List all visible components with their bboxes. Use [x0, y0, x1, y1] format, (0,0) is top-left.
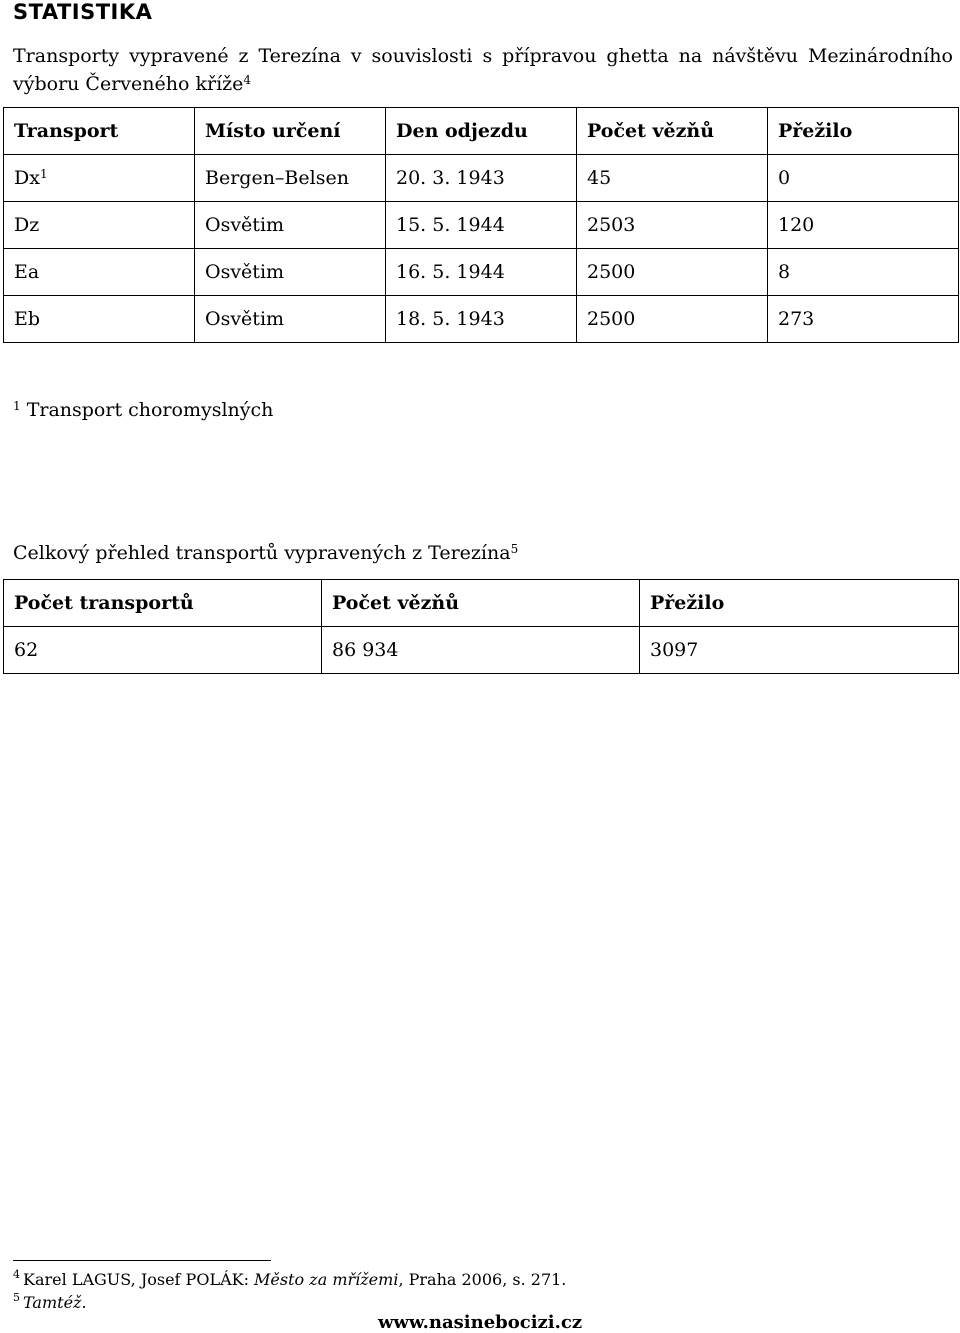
- footnote-number: 5: [13, 1291, 20, 1304]
- column-header-destination: Místo určení: [195, 108, 386, 155]
- destination-cell: Osvětim: [195, 296, 386, 343]
- table-note-text: Transport choromyslných: [26, 399, 274, 421]
- footnote-5: [13, 1293, 87, 1313]
- table-row: [4, 202, 959, 249]
- summary-caption-text: Celkový přehled transportů vypravených z Terezína: [13, 542, 511, 564]
- table-row: [4, 627, 959, 674]
- intro-paragraph: [13, 42, 953, 98]
- table-note-ref: 1: [13, 399, 21, 413]
- intro-text: Transporty vypravené z Terezína v souvislosti s přípravou ghetta na návštěvu Mezinárodního výboru Červeného kříže: [13, 45, 953, 95]
- transport-cell: Eb: [4, 296, 195, 343]
- table-header-row: [4, 580, 959, 627]
- column-header-transport: Transport: [4, 108, 195, 155]
- prisoners-cell: 86 934: [322, 627, 640, 674]
- table-row: [4, 249, 959, 296]
- summary-table: [3, 579, 959, 674]
- footnote-ref[interactable]: 5: [510, 542, 519, 556]
- table-row: [4, 296, 959, 343]
- destination-cell: Bergen–Belsen: [195, 155, 386, 202]
- survived-cell: 273: [768, 296, 959, 343]
- transport-code: Dx: [14, 167, 40, 189]
- column-header-survived: Přežilo: [768, 108, 959, 155]
- transport-cell: Dz: [4, 202, 195, 249]
- transport-cell: [4, 155, 195, 202]
- survived-cell: 8: [768, 249, 959, 296]
- date-cell: 20. 3. 1943: [386, 155, 577, 202]
- column-header-prisoners: Počet vězňů: [577, 108, 768, 155]
- prisoners-cell: 45: [577, 155, 768, 202]
- footnote-rest: , Praha 2006, s. 271.: [398, 1270, 567, 1289]
- prisoners-cell: 2500: [577, 249, 768, 296]
- table-note: [13, 397, 273, 423]
- survived-cell: 3097: [640, 627, 959, 674]
- summary-caption: [13, 540, 518, 566]
- transport-cell: Ea: [4, 249, 195, 296]
- footnote-ref: 1: [39, 167, 48, 181]
- transport-count-cell: 62: [4, 627, 322, 674]
- prisoners-cell: 2500: [577, 296, 768, 343]
- survived-cell: 120: [768, 202, 959, 249]
- footnote-separator: [13, 1260, 271, 1261]
- transport-table: [3, 107, 959, 343]
- footnote-title: Město za mřížemi: [254, 1270, 399, 1289]
- table-row: [4, 155, 959, 202]
- column-header-departure-date: Den odjezdu: [386, 108, 577, 155]
- table-header-row: [4, 108, 959, 155]
- footnote-4: [13, 1270, 566, 1290]
- date-cell: 18. 5. 1943: [386, 296, 577, 343]
- page-heading: STATISTIKA: [13, 0, 153, 24]
- footnote-title: Tamtéž.: [23, 1293, 87, 1312]
- survived-cell: 0: [768, 155, 959, 202]
- date-cell: 16. 5. 1944: [386, 249, 577, 296]
- footnote-ref[interactable]: 4: [243, 73, 252, 87]
- website-link[interactable]: www.nasinebocizi.cz: [377, 1312, 583, 1333]
- column-header-survived: Přežilo: [640, 580, 959, 627]
- destination-cell: Osvětim: [195, 202, 386, 249]
- date-cell: 15. 5. 1944: [386, 202, 577, 249]
- destination-cell: Osvětim: [195, 249, 386, 296]
- prisoners-cell: 2503: [577, 202, 768, 249]
- footnote-authors: Karel LAGUS, Josef POLÁK:: [23, 1270, 255, 1289]
- column-header-prisoners: Počet vězňů: [322, 580, 640, 627]
- column-header-transport-count: Počet transportů: [4, 580, 322, 627]
- footnote-number: 4: [13, 1268, 20, 1281]
